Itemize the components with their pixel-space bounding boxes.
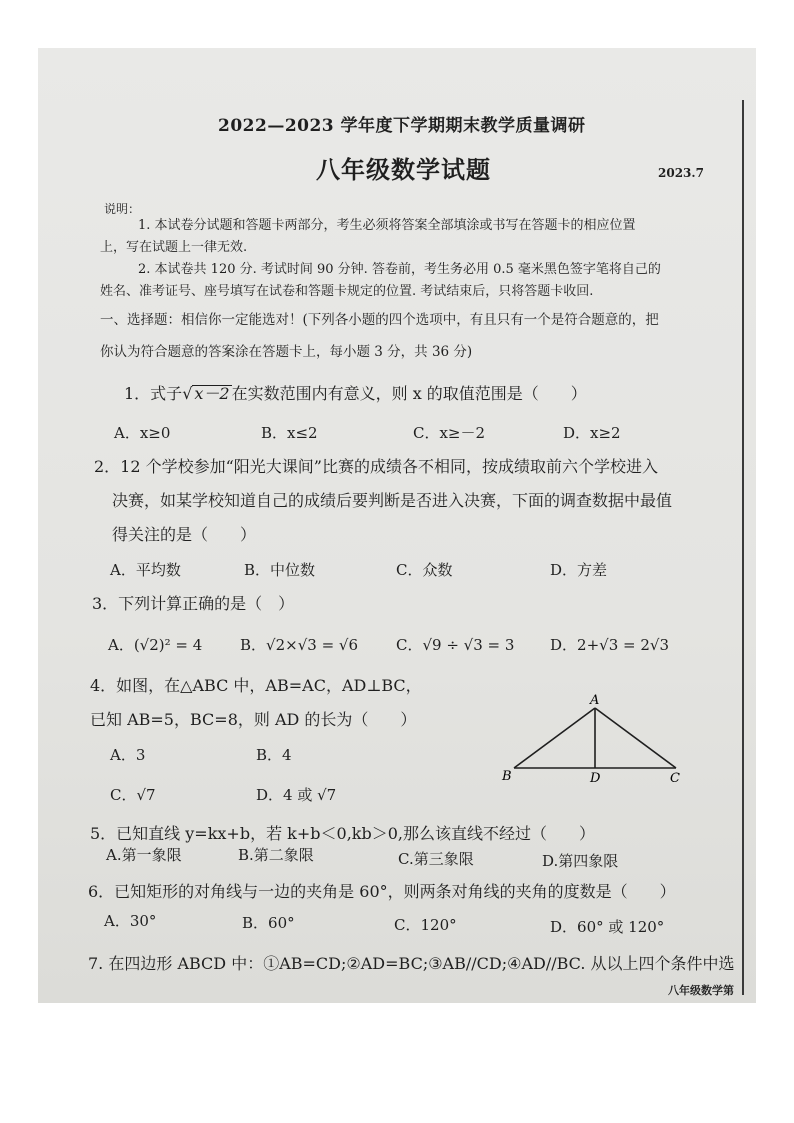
q4-option-b: B．4 [256, 746, 292, 764]
q1-stem [124, 384, 587, 403]
segment-ac [595, 708, 676, 768]
notes-line1: 1. 本试卷分试题和答题卡两部分，考生必须将答案全部填涂或书写在答题卡的相应位置 [138, 218, 636, 233]
exam-date: 2023.7 [658, 166, 704, 180]
q2-option-d: D．方差 [550, 561, 608, 579]
q6-option-d: D．60° 或 120° [550, 918, 665, 936]
q6-stem: 6．已知矩形的对角线与一边的夹角是 60°，则两条对角线的夹角的度数是（ ） [88, 882, 676, 901]
exam-subtitle: 八年级数学试题 [316, 155, 491, 184]
q2-option-a: A．平均数 [110, 561, 181, 579]
q6-option-c: C．120° [394, 916, 457, 934]
section1-instruction-line1: 一、选择题：相信你一定能选对！(下列各小题的四个选项中，有且只有一个是符合题意的，把 [100, 312, 659, 328]
q1-radicand: x－2 [194, 384, 230, 403]
q1-sqrt-symbol: √ [182, 384, 193, 403]
q5-option-d: D.第四象限 [542, 852, 619, 870]
notes-label: 说明： [104, 202, 141, 216]
q1-post: 在实数范围内有意义，则 x 的取值范围是（ ） [231, 384, 587, 403]
q2-option-c: C．众数 [396, 561, 453, 579]
q2-line1: 2．12 个学校参加“阳光大课间”比赛的成绩各不相同，按成绩取前六个学校进入 [94, 457, 658, 476]
q6-option-b: B．60° [242, 914, 295, 932]
q6-option-a: A．30° [104, 912, 157, 930]
page-edge-line [742, 100, 744, 995]
page-footer: 八年级数学第 [668, 984, 734, 997]
q2-line3: 得关注的是（ ） [112, 525, 257, 544]
q5-stem: 5．已知直线 y=kx+b，若 k+b＜0,kb＞0,那么该直线不经过（ ） [90, 824, 595, 843]
q7-stem: 7. 在四边形 ABCD 中：①AB=CD;②AD=BC;③AB//CD;④AD//BC. 从以上四个条件中选 [88, 954, 735, 973]
q1-pre: 1．式子 [124, 384, 183, 403]
q5-option-a: A.第一象限 [106, 846, 182, 864]
q4-option-a: A．3 [110, 746, 146, 764]
q1-option-a: A．x≥0 [114, 424, 171, 442]
vertex-label-d: D [590, 771, 601, 784]
section1-instruction-line2: 你认为符合题意的答案涂在答题卡上，每小题 3 分，共 36 分) [100, 344, 473, 360]
q4-option-c: C．√7 [110, 786, 156, 804]
notes-line2: 2. 本试卷共 120 分. 考试时间 90 分钟. 答卷前，考生务必用 0.5 毫米黑色签字笔将自己的 [138, 262, 661, 277]
q4-line2: 已知 AB=5，BC=8，则 AD 的长为（ ） [90, 710, 417, 729]
q3-option-a: A．(√2)² = 4 [108, 636, 203, 654]
exam-title: 2022—2023 学年度下学期期末教学质量调研 [218, 116, 586, 136]
vertex-label-b: B [502, 769, 512, 784]
scanned-exam-page [38, 48, 756, 1003]
notes-line1b: 上，写在试题上一律无效. [100, 240, 248, 255]
q3-stem: 3．下列计算正确的是（ ） [92, 594, 295, 613]
q3-option-c: C．√9 ÷ √3 = 3 [396, 636, 515, 654]
notes-line2b: 姓名、准考证号、座号填写在试卷和答题卡规定的位置. 考试结束后，只将答题卡收回. [100, 284, 594, 299]
q4-line1: 4．如图，在△ABC 中，AB=AC，AD⊥BC， [90, 676, 422, 695]
q1-option-c: C．x≥－2 [413, 424, 486, 442]
vertex-label-a: A [590, 694, 600, 708]
q2-line2: 决赛，如某学校知道自己的成绩后要判断是否进入决赛，下面的调查数据中最值 [112, 491, 673, 510]
segment-ab [514, 708, 595, 768]
q3-option-d: D．2+√3 = 2√3 [550, 636, 669, 654]
q1-option-b: B．x≤2 [261, 424, 318, 442]
q2-option-b: B．中位数 [244, 561, 316, 579]
q3-option-b: B．√2×√3 = √6 [240, 636, 359, 654]
q4-option-d: D．4 或 √7 [256, 786, 337, 804]
q5-option-c: C.第三象限 [398, 850, 474, 868]
triangle-diagram [498, 694, 688, 784]
q5-option-b: B.第二象限 [238, 846, 314, 864]
vertex-label-c: C [670, 771, 680, 784]
q1-option-d: D．x≥2 [563, 424, 621, 442]
